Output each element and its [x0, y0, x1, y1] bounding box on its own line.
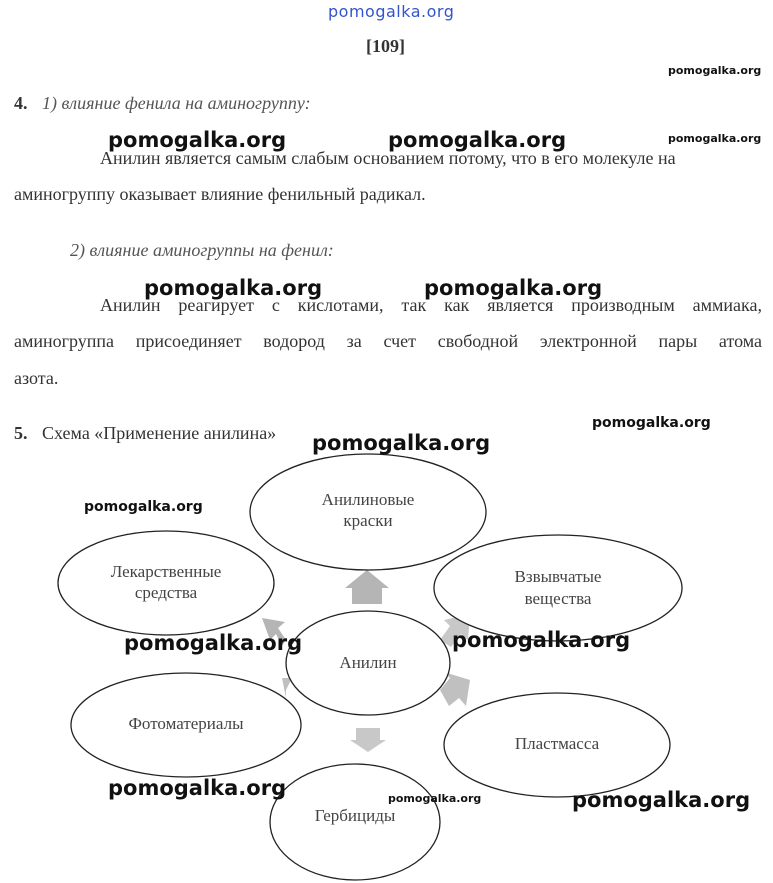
watermark: pomogalka.org — [312, 431, 491, 455]
watermark: pomogalka.org — [388, 128, 567, 152]
watermark: pomogalka.org — [108, 128, 287, 152]
label-dyes-line-1: Анилиновые — [321, 490, 415, 509]
watermark: pomogalka.org — [592, 415, 711, 431]
paragraph-1-line-2: аминогруппу оказывает влияние фенильный радикал. — [14, 184, 426, 204]
label-explosives-line-1: Взвывчатые — [514, 567, 602, 586]
watermark: pomogalka.org — [668, 132, 762, 145]
section-4-subtitle-2: 2) влияние аминогруппы на фенил: — [70, 240, 334, 260]
section-4-subtitle-1: 1) влияние фенила на аминогруппу: — [42, 93, 311, 113]
watermark: pomogalka.org — [144, 276, 323, 300]
label-plastic: Пластмасса — [514, 734, 600, 753]
label-explosives-line-2: вещества — [524, 589, 592, 608]
watermark: pomogalka.org — [452, 628, 631, 652]
section-4-number: 4. — [14, 93, 28, 113]
section-5-number: 5. — [14, 423, 28, 443]
watermark: pomogalka.org — [668, 64, 762, 77]
page-number: [109] — [366, 36, 405, 56]
label-herbicides: Гербициды — [314, 806, 396, 825]
paragraph-2-line-1: Анилин реагирует с кислотами, так как является производным аммиака, — [100, 295, 762, 315]
label-center: Анилин — [339, 653, 397, 672]
site-link[interactable]: pomogalka.org — [328, 2, 455, 21]
watermark: pomogalka.org — [424, 276, 603, 300]
arrow-down — [350, 728, 386, 752]
watermark: pomogalka.org — [572, 788, 751, 812]
watermark: pomogalka.org — [124, 631, 303, 655]
watermark: pomogalka.org — [84, 499, 203, 515]
label-photo: Фотоматериалы — [128, 714, 244, 733]
section-5-title: Схема «Применение анилина» — [42, 423, 277, 443]
label-dyes-line-2: краски — [343, 511, 393, 530]
ellipse-explosives — [434, 535, 682, 641]
label-medicine-line-1: Лекарственные — [110, 562, 222, 581]
watermark: pomogalka.org — [388, 792, 482, 805]
paragraph-2-line-2: аминогруппа присоединяет водород за счет свободной электронной пары атома — [14, 331, 762, 351]
paragraph-2-line-3: азота. — [14, 368, 59, 388]
arrow-up — [345, 570, 389, 604]
paragraph-1-line-1: Анилин является самым слабым основанием потому, что в его молекуле на — [100, 148, 676, 168]
label-medicine-line-2: средства — [134, 583, 198, 602]
watermark: pomogalka.org — [108, 776, 287, 800]
